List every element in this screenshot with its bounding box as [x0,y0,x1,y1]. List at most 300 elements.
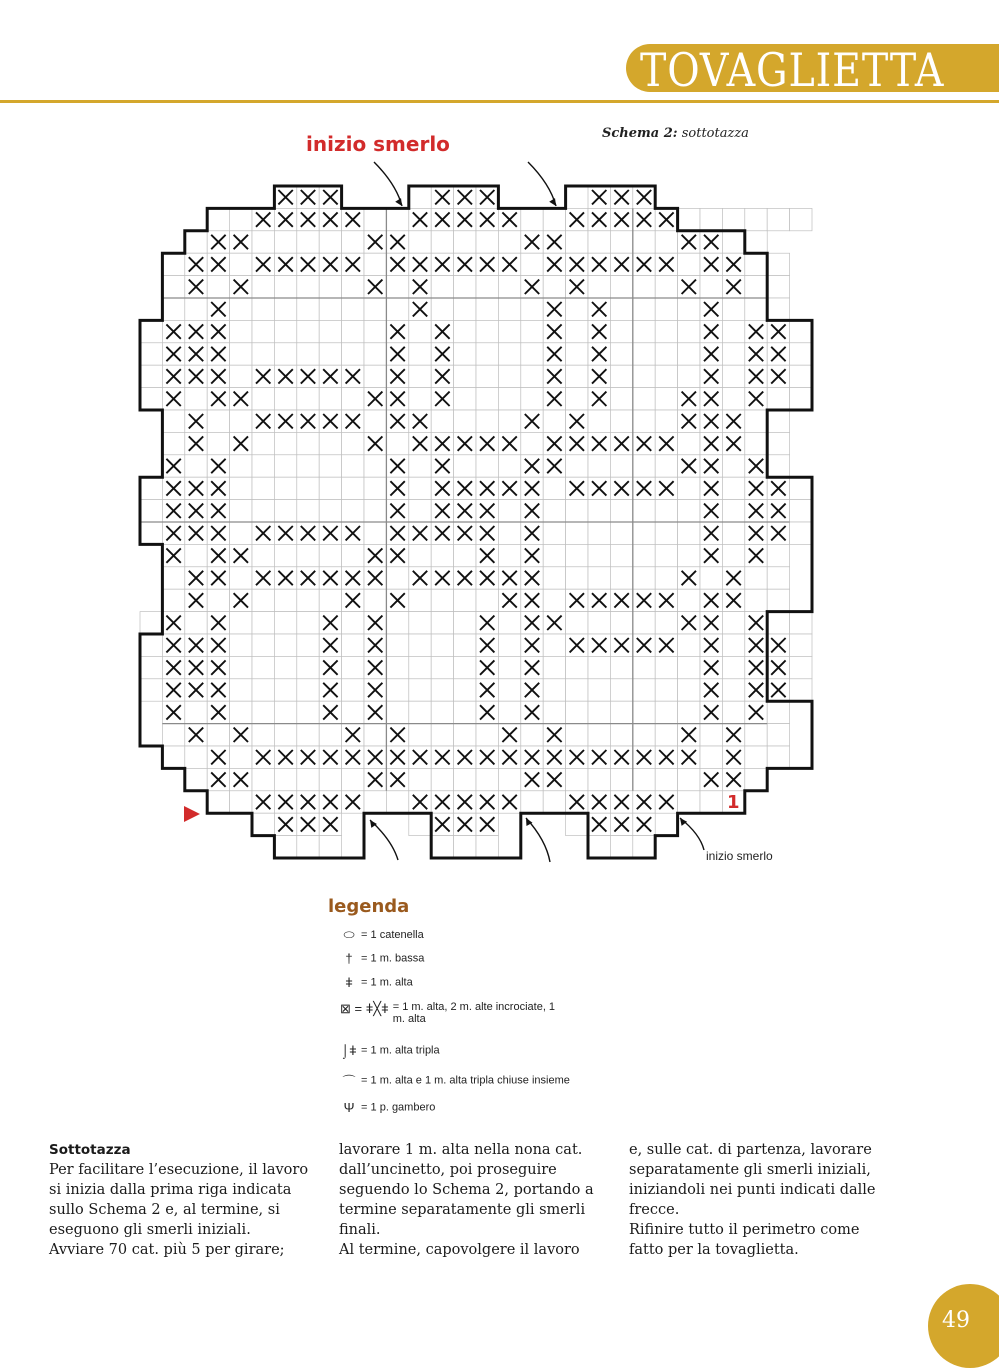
grid-cell [476,410,498,432]
grid-cell [252,634,274,656]
grid-cell [790,320,812,342]
grid-cell [498,679,520,701]
grid-cell [700,746,722,768]
legend-item [340,1100,435,1115]
grid-cell [678,298,700,320]
grid-cell [543,634,565,656]
grid-cell [409,679,431,701]
grid-cell [319,836,341,858]
grid-cell [162,432,184,454]
grid-cell [588,612,610,634]
grid-cell [610,388,632,410]
grid-cell [319,544,341,566]
grid-cell [767,544,789,566]
grid-cell [386,432,408,454]
grid-cell [566,298,588,320]
grid-cell [678,768,700,790]
grid-cell [230,455,252,477]
grid-cell [745,746,767,768]
grid-cell [566,231,588,253]
grid-cell [678,208,700,230]
grid-cell [745,208,767,230]
arrow-line [528,162,556,206]
grid-cell [230,791,252,813]
grid-cell [386,208,408,230]
grid-cell [252,701,274,723]
grid-cell [588,679,610,701]
double-crochet-icon: ǂ [345,975,353,990]
grid-cell [342,656,364,678]
grid-cell [386,567,408,589]
grid-cell [342,388,364,410]
grid-cell [409,455,431,477]
grid-cell [566,567,588,589]
grid-cell [543,567,565,589]
crab-stitch-icon: Ψ [343,1100,355,1115]
grid-cell [297,701,319,723]
grid-cell [252,544,274,566]
grid-cell [431,544,453,566]
grid-cell [655,410,677,432]
grid-cell [588,724,610,746]
grid-cell [610,656,632,678]
grid-cell [566,612,588,634]
grid-cell [364,253,386,275]
chain-oval-icon: ⬭ [343,927,355,942]
grid-cell [633,679,655,701]
grid-cell [140,388,162,410]
legend-text: = 1 m. alta [358,976,413,989]
grid-cell [297,544,319,566]
grid-cell [364,410,386,432]
grid-cell [342,679,364,701]
grid-cell [588,544,610,566]
arrow-head [395,198,402,206]
grid-cell [342,544,364,566]
grid-cell [498,298,520,320]
grid-cell [767,208,789,230]
grid-cell [454,455,476,477]
grid-cell [521,724,543,746]
grid-cell [678,253,700,275]
grid-cell [588,455,610,477]
grid-cell [543,208,565,230]
start-triangle-icon [184,806,200,822]
grid-cell [386,701,408,723]
grid-cell [207,276,229,298]
grid-cell [454,388,476,410]
grid-cell [633,701,655,723]
grid-cell [678,522,700,544]
grid-cell [588,410,610,432]
grid-cell [409,320,431,342]
grid-cell [342,634,364,656]
grid-cell [566,813,588,835]
grid-cell [274,724,296,746]
grid-cell [767,724,789,746]
grid-cell [252,500,274,522]
grid-cell [722,208,744,230]
text-column-3 [629,1140,889,1260]
arrow-line [374,162,402,206]
grid-cell [722,500,744,522]
grid-cell [476,455,498,477]
grid-cell [566,522,588,544]
grid-cell [678,701,700,723]
grid-cell [252,455,274,477]
grid-cell [297,231,319,253]
grid-cell [386,679,408,701]
grid-cell [633,500,655,522]
grid-cell [386,791,408,813]
grid-cell [745,231,767,253]
grid-cell [274,298,296,320]
grid-cell [454,276,476,298]
grid-cell [252,724,274,746]
grid-cell [230,343,252,365]
grid-cell [454,544,476,566]
grid-cell [498,320,520,342]
start-scallop-label-top: inizio smerlo [306,132,450,156]
grid-cell [722,231,744,253]
grid-cell [252,388,274,410]
grid-cell [364,298,386,320]
grid-cell [207,432,229,454]
grid-cell [498,388,520,410]
grid-cell [454,634,476,656]
grid-cell [767,388,789,410]
grid-cell [207,589,229,611]
grid-cell [633,544,655,566]
grid-cell [230,567,252,589]
grid-cell [588,276,610,298]
grid-cell [454,365,476,387]
row-number-label: 1 [727,792,740,813]
grid-cell [790,634,812,656]
grid-cell [610,343,632,365]
grid-cell [431,231,453,253]
grid-cell [745,253,767,275]
schema-title-italic: sottotazza [681,126,749,141]
grid-cell [297,477,319,499]
grid-cell [633,612,655,634]
grid-cell [655,276,677,298]
grid-cell [610,365,632,387]
grid-cell [230,746,252,768]
grid-cell [409,544,431,566]
arrow-line [370,820,398,860]
grid-cell [476,589,498,611]
grid-cell [409,388,431,410]
grid-cell [297,768,319,790]
grid-cell [722,343,744,365]
grid-cell [386,656,408,678]
grid-cell [610,320,632,342]
single-crochet-icon: † [345,951,353,966]
grid-cell [610,768,632,790]
grid-cell [543,477,565,499]
legend-title: legenda [328,896,410,917]
grid-cell [297,298,319,320]
grid-cell [409,589,431,611]
grid-cell [297,432,319,454]
grid-cell [342,768,364,790]
grid-cell [498,276,520,298]
grid-cell [230,208,252,230]
grid-cell [386,298,408,320]
grid-cell [700,276,722,298]
grid-cell [140,679,162,701]
grid-cell [409,701,431,723]
grid-cell [498,343,520,365]
grid-cell [319,276,341,298]
grid-cell [454,679,476,701]
grid-cell [722,656,744,678]
grid-cell [140,656,162,678]
grid-cell [207,410,229,432]
legend-text: = 1 catenella [358,928,424,941]
grid-cell [431,612,453,634]
grid-cell [610,231,632,253]
grid-cell [319,343,341,365]
grid-cell [678,656,700,678]
grid-cell [297,679,319,701]
arrow-head [549,198,556,206]
grid-cell [319,768,341,790]
grid-cell [252,768,274,790]
grid-cell [140,343,162,365]
legend-item [340,1001,563,1025]
grid-cell [745,410,767,432]
grid-cell [409,768,431,790]
grid-cell [678,634,700,656]
grid-cell [722,455,744,477]
grid-cell [498,768,520,790]
grid-cell [543,701,565,723]
grid-cell [297,276,319,298]
grid-cell [162,567,184,589]
grid-cell [655,320,677,342]
grid-cell [633,724,655,746]
grid-cell [633,365,655,387]
grid-cell [767,589,789,611]
grid-cell [498,544,520,566]
grid-cell [252,343,274,365]
grid-cell [319,500,341,522]
legend-item [340,1071,570,1090]
grid-cell [745,298,767,320]
grid-cell [297,388,319,410]
schema-title-bold: Schema 2: [602,126,678,141]
grid-cell [297,455,319,477]
grid-cell [588,522,610,544]
grid-cell [722,477,744,499]
grid-cell [610,522,632,544]
grid-cell [521,343,543,365]
grid-cell [610,679,632,701]
grid-cell [521,365,543,387]
grid-cell [678,320,700,342]
grid-cell [185,298,207,320]
grid-cell [409,343,431,365]
grid-cell [409,634,431,656]
grid-cell [655,679,677,701]
grid-cell [722,701,744,723]
grid-cell [230,612,252,634]
grid-cell [633,768,655,790]
grid-cell [767,746,789,768]
grid-cell [230,298,252,320]
grid-cell [655,544,677,566]
grid-cell [252,813,274,835]
grid-cell [790,656,812,678]
grid-cell [386,612,408,634]
grid-cell [767,567,789,589]
grid-cell [610,701,632,723]
grid-cell [454,656,476,678]
grid-cell [409,477,431,499]
grid-cell [521,432,543,454]
grid-cell [610,276,632,298]
grid-cell [610,298,632,320]
grid-cell [543,410,565,432]
grid-cell [274,320,296,342]
grid-cell [610,455,632,477]
grid-cell [498,455,520,477]
grid-cell [476,768,498,790]
grid-cell [364,500,386,522]
grid-cell [297,320,319,342]
grid-cell [790,388,812,410]
grid-cell [745,432,767,454]
grid-cell [185,455,207,477]
grid-cell [655,343,677,365]
grid-cell [655,455,677,477]
grid-cell [274,276,296,298]
arrow-head [370,820,377,828]
grid-cell [655,231,677,253]
grid-cell [230,522,252,544]
page-title: TOVAGLIETTA [640,43,945,97]
arrow-line [526,818,550,862]
grid-cell [655,298,677,320]
grid-cell [722,522,744,544]
grid-cell [566,500,588,522]
grid-cell [476,276,498,298]
grid-cell [252,432,274,454]
grid-cell [162,589,184,611]
grid-cell [364,522,386,544]
grid-cell [454,298,476,320]
grid-cell [678,589,700,611]
grid-cell [342,343,364,365]
grid-cell [633,298,655,320]
text-column-2 [339,1140,599,1260]
legend-item [340,927,424,943]
grid-cell [566,544,588,566]
grid-cell [790,208,812,230]
grid-cell [722,544,744,566]
grid-cell [230,320,252,342]
grid-cell [274,589,296,611]
grid-cell [140,477,162,499]
grid-cell [319,477,341,499]
grid-cell [185,388,207,410]
grid-cell [319,320,341,342]
grid-cell [498,365,520,387]
grid-cell [162,724,184,746]
grid-cell [633,522,655,544]
grid-cell [655,612,677,634]
grid-cell [274,634,296,656]
grid-cell [297,589,319,611]
grid-cell [476,388,498,410]
grid-cell [655,388,677,410]
grid-cell [185,768,207,790]
grid-cell [319,455,341,477]
grid-cell [342,231,364,253]
grid-cell [274,388,296,410]
grid-cell [431,768,453,790]
grid-cell [543,656,565,678]
grid-cell [162,746,184,768]
grid-cell [230,410,252,432]
grid-cell [610,567,632,589]
grid-cell [319,589,341,611]
grid-cell [454,724,476,746]
grid-cell [655,768,677,790]
grid-cell [790,365,812,387]
grid-cell [297,634,319,656]
grid-cell [476,365,498,387]
grid-cell [364,724,386,746]
grid-cell [230,477,252,499]
grid-cell [610,500,632,522]
grid-cell [498,634,520,656]
grid-cell [230,679,252,701]
grid-cell [790,522,812,544]
grid-cell [655,500,677,522]
grid-cell [655,724,677,746]
grid-cell [566,320,588,342]
grid-cell [409,813,431,835]
grid-cell [386,634,408,656]
page-number: 49 [942,1308,970,1333]
grid-cell [409,500,431,522]
grid-cell [319,298,341,320]
grid-cell [274,656,296,678]
grid-cell [252,477,274,499]
grid-cell [252,679,274,701]
grid-cell [454,768,476,790]
grid-cell [252,612,274,634]
grid-cell [588,567,610,589]
grid-cell [297,724,319,746]
grid-cell [140,365,162,387]
grid-cell [790,679,812,701]
grid-cell [722,634,744,656]
grid-cell [566,679,588,701]
legend-item [340,1043,440,1058]
grid-cell [364,477,386,499]
grid-cell [543,500,565,522]
grid-cell [431,410,453,432]
grid-cell [633,320,655,342]
paragraph: Per facilitare l’esecuzione, il lavoro si inizia dalla prima riga indicata sullo Schema 2 e, al termine, si eseguono gli smerli iniziali. Avviare 70 cat. più 5 per girare; [49,1162,309,1258]
grid-cell [790,477,812,499]
grid-cell [678,365,700,387]
grid-cell [498,410,520,432]
